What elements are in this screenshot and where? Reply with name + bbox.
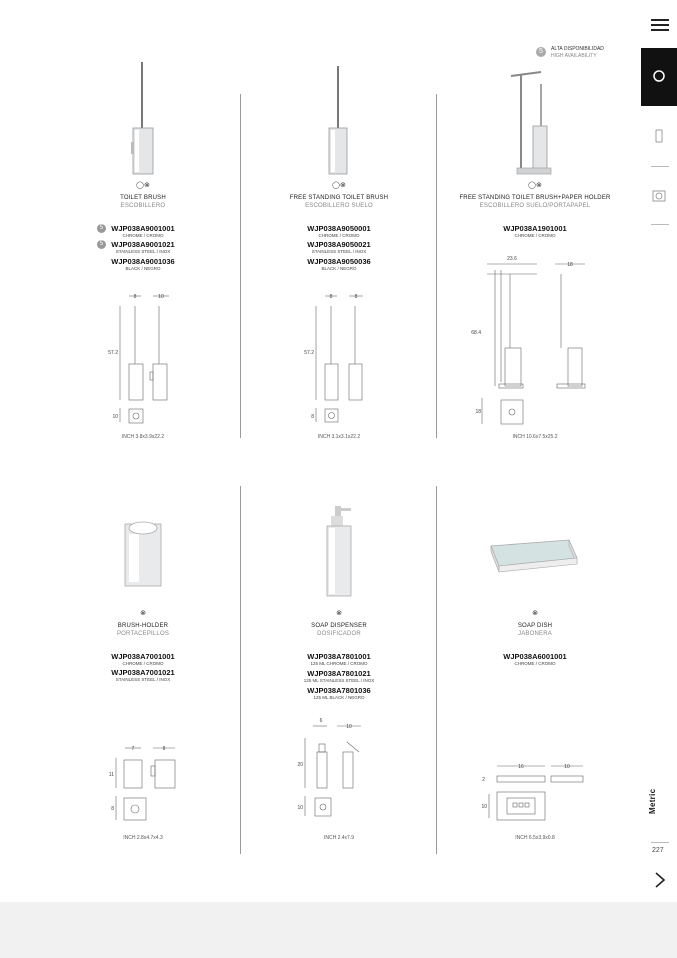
product-finish: CHROME / CROMO (514, 233, 556, 238)
product-name: FREE STANDING TOILET BRUSH (289, 195, 389, 201)
variant-row[interactable] (241, 224, 437, 238)
menu-icon[interactable] (651, 16, 669, 36)
toilet-brush-paper-holder-image (437, 66, 633, 178)
soap-dispenser-image (241, 504, 437, 600)
inch-dimensions: INCH 2.4x7.9 (323, 835, 354, 841)
dim-depth: 10 (564, 764, 570, 770)
dimension-drawing (45, 740, 241, 835)
dim-base: 10 (481, 804, 487, 810)
availability-legend (536, 46, 608, 62)
unit-label[interactable]: Metric (648, 788, 657, 814)
product-finish: CHROME / CROMO (318, 233, 360, 238)
brush-icon (652, 129, 666, 143)
product-code: WJP038A7001021 (111, 668, 175, 677)
feature-symbols: ◯⊗ (136, 182, 150, 189)
dim-base: 10 (297, 805, 303, 811)
variant-row[interactable] (241, 686, 437, 700)
product-code: WJP038A7801036 (307, 686, 371, 695)
product-name: FREE STANDING TOILET BRUSH+PAPER HOLDER (459, 195, 611, 201)
availability-label-en: HIGH AVAILABILITY (551, 53, 597, 59)
variant-row[interactable] (45, 668, 241, 682)
free-standing-toilet-brush-image (241, 60, 437, 178)
product-finish: 125 ML BLACK / NEGRO (313, 695, 365, 700)
brush-holder-image (45, 514, 241, 594)
product-code: WJP038A9050001 (307, 224, 371, 233)
product-finish: STAINLESS STEEL / INOX (311, 249, 367, 254)
dim-depth: 10 (346, 724, 352, 730)
dim-width: 6 (319, 718, 323, 724)
variant-row[interactable] (45, 257, 241, 271)
dimension-drawing (241, 712, 437, 832)
dim-depth: 18 (567, 262, 573, 268)
feature-symbols: ⊗ (532, 610, 538, 617)
dim-base: 8 (311, 414, 314, 420)
product-code: WJP038A9050021 (307, 240, 371, 249)
product-code: WJP038A9001021 (111, 240, 175, 249)
feature-symbols: ⊗ (336, 610, 342, 617)
inch-dimensions: INCH 3.1x3.1x22.2 (317, 434, 361, 440)
variant-row[interactable] (45, 240, 241, 254)
inch-dimensions: INCH 6.5x3.9x0.8 (515, 835, 555, 841)
variant-row[interactable] (241, 669, 437, 683)
product-name: SOAP DISH (517, 623, 553, 629)
product-finish: STAINLESS STEEL / INOX (115, 677, 171, 682)
inch-dimensions: INCH 3.8x3.9x22.2 (121, 434, 165, 440)
feature-symbols: ⊗ (140, 610, 146, 617)
product-name-es: ESCOBILLERO SUELO (305, 203, 373, 209)
side-nav (641, 0, 677, 902)
dim-width: 8 (329, 294, 333, 300)
variant-row[interactable] (241, 652, 437, 666)
variant-row[interactable] (437, 652, 633, 666)
dimension-drawing (45, 288, 241, 433)
chevron-right-icon[interactable] (650, 870, 670, 890)
product-name-es: ESCOBILLERO (120, 203, 166, 209)
product-code: WJP038A1901001 (503, 224, 567, 233)
dim-height: 57.2 (304, 350, 314, 356)
product-finish: CHROME / CROMO (122, 233, 164, 238)
dim-width: 8 (133, 294, 137, 300)
dim-height: 68.4 (471, 330, 481, 336)
dim-base: 8 (111, 806, 114, 812)
product-name: BRUSH-HOLDER (117, 623, 169, 629)
tab-divider (651, 224, 669, 225)
dim-height: 20 (297, 762, 303, 768)
product-name-es: JABONERA (518, 631, 552, 637)
variant-row[interactable] (45, 652, 241, 666)
variant-row[interactable] (437, 224, 633, 238)
dim-depth: 8 (162, 746, 166, 752)
variant-row[interactable] (241, 240, 437, 254)
product-code: WJP038A7001001 (111, 652, 175, 661)
product-finish: 125 ML CHROME / CROMO (310, 661, 368, 666)
product-name-es: PORTACEPILLOS (116, 631, 170, 637)
availability-label-es: ALTA DISPONIBILIDAD (551, 46, 604, 52)
dim-depth: 8 (354, 294, 358, 300)
product-finish: BLACK / NEGRO (125, 266, 161, 271)
product-name: TOILET BRUSH (120, 195, 166, 201)
dim-base: 10 (112, 414, 118, 420)
product-code: WJP038A7801001 (307, 652, 371, 661)
dim-height: 11 (108, 772, 114, 778)
product-code: WJP038A7801021 (307, 669, 371, 678)
bottom-bar (0, 902, 677, 958)
circle-icon (652, 69, 666, 83)
feature-symbols: ◯⊗ (528, 182, 542, 189)
availability-badge: 5 (97, 224, 106, 233)
product-code: WJP038A9001001 (111, 224, 175, 233)
feature-symbols: ◯⊗ (332, 182, 346, 189)
product-code: WJP038A6001001 (503, 652, 567, 661)
dim-width: 16 (518, 764, 524, 770)
page-number: 227 (652, 847, 664, 854)
soap-dish-image (437, 536, 633, 580)
dim-width: 7 (131, 746, 135, 752)
variant-row[interactable] (45, 224, 241, 238)
dim-depth: 10 (158, 294, 164, 300)
availability-badge: 5 (97, 240, 106, 249)
variant-row[interactable] (241, 257, 437, 271)
tab-collection[interactable] (641, 48, 677, 106)
product-code: WJP038A9001036 (111, 257, 175, 266)
inch-dimensions: INCH 2.8x4.7x4.3 (123, 835, 163, 841)
product-name-es: DOSIFICADOR (317, 631, 361, 637)
availability-badge-icon: 5 (536, 47, 546, 57)
dimension-drawing (437, 758, 633, 832)
product-code: WJP038A9050036 (307, 257, 371, 266)
product-name-es: ESCOBILLERO SUELO/PORTAPAPEL (479, 203, 591, 209)
inch-dimensions: INCH 10.6x7.5x25.2 (512, 434, 558, 440)
dim-height: 57.2 (108, 350, 118, 356)
ambient-icon (652, 189, 666, 203)
dim-width: 23.6 (507, 256, 517, 262)
tab-ambient[interactable] (641, 168, 677, 226)
product-name: SOAP DISPENSER (311, 623, 367, 629)
product-finish: BLACK / NEGRO (321, 266, 357, 271)
toilet-brush-image (45, 60, 241, 178)
dimension-drawing (241, 288, 437, 433)
page-divider (651, 842, 669, 843)
dim-base: 18 (475, 409, 481, 415)
product-finish: CHROME / CROMO (514, 661, 556, 666)
product-finish: STAINLESS STEEL / INOX (115, 249, 171, 254)
product-finish: 125 ML STAINLESS STEEL / INOX (303, 678, 375, 683)
dimension-drawing (437, 256, 633, 432)
dim-height: 2 (482, 777, 485, 783)
product-finish: CHROME / CROMO (122, 661, 164, 666)
tab-divider (651, 166, 669, 167)
tab-product-view[interactable] (641, 108, 677, 166)
